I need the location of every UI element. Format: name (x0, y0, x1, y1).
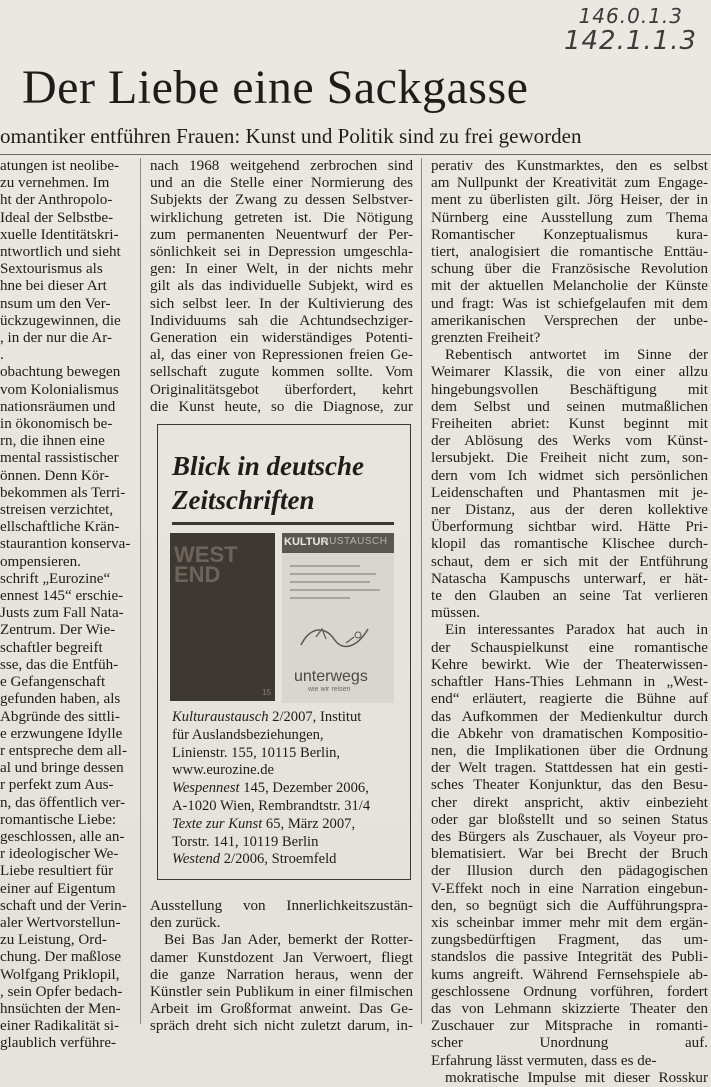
text-line: Arbeit im Großformat anweint. Das Ge- (150, 1001, 413, 1018)
text-line: wirklichung getreten ist. Die Nötigung (150, 209, 413, 226)
box-title-line-1: Blick in deutsche (172, 451, 365, 481)
column-separator (140, 158, 141, 1024)
text-line: Ausstellung von Innerlichkeitszustän- (150, 898, 413, 914)
text-line: zu vernehmen. Im (0, 175, 110, 192)
text-line: end“ erläutert, reagierte die Bühne auf (431, 691, 708, 708)
cover-brand: unterwegs (294, 668, 368, 685)
text-line: dem Selbst und seinen mutmaßlichen (431, 398, 708, 415)
text-line: damer Kunstdozent Jan Verwoert, fliegt (150, 949, 413, 966)
reference-line (172, 851, 370, 869)
reference-text: Torstr. 141, 10119 Berlin (172, 833, 319, 850)
text-line: xis scheinbar immer mehr mit dem ergän- (431, 914, 708, 931)
reference-text: 2/2007, Institut (268, 709, 362, 725)
magazine-cover-westend (170, 533, 275, 701)
text-line: Bei Bas Jan Ader, bemerkt der Rotter- (164, 932, 413, 949)
text-line: Leidenschaften und Phantasmen mit je- (431, 484, 708, 501)
column-separator (421, 158, 422, 1024)
text-line: schaftler begreift (0, 639, 103, 656)
text-line: V-Effekt noch in eine Narration eingebun- (431, 880, 708, 897)
text-line: ellschaftliche Krän- (0, 519, 120, 536)
text-line: Ideal der Selbstbe- (0, 209, 114, 226)
publication-name: Texte zur Kunst (172, 815, 263, 832)
text-line: hnsüchten der Men- (0, 1000, 121, 1017)
text-line: perativ des Kunstmarktes, den es selbst (431, 158, 708, 174)
text-line: , in der nur die Ar- (0, 330, 113, 347)
text-line: ückzugewinnen, die (0, 312, 121, 329)
text-line: Zentrum. Der Wie- (0, 622, 116, 639)
text-line: obachtung bewegen (0, 364, 121, 381)
reference-line (172, 834, 370, 852)
reference-text: 65, März 2007, (262, 815, 356, 832)
text-line: Nürnberg eine Ausstellung zum Thema (431, 209, 708, 226)
text-line: Sextourismus als (0, 261, 103, 278)
box-divider (172, 522, 394, 525)
text-line: Generation ein widerständiges Potenti- (150, 330, 413, 347)
text-line: grenzten Freiheit? (431, 330, 541, 347)
reference-line (172, 727, 370, 745)
text-line: Liebe resultiert für (0, 863, 114, 880)
text-line: lersubjekt. Die Freiheit nicht zum, son- (431, 450, 708, 467)
cover-text-line (290, 597, 350, 599)
text-line: Freiheiten abriet: Kunst beginnt mit (431, 416, 708, 433)
text-line: ment zu überlisten gilt. Jörg Heiser, der in (431, 192, 708, 209)
text-line: sellschaft zugute kommen sollte. Vom (150, 364, 413, 381)
text-line: der Ablösung des Werks vom Künst- (431, 433, 708, 450)
text-line: schaut, dem er sich mit der Entführung (431, 553, 708, 570)
cover-text-line (290, 581, 370, 583)
text-line: der Welt tragen. Stattdessen hat ein gesti- (431, 760, 708, 777)
text-line: nationsräumen und (0, 398, 116, 415)
reference-text: für Auslandsbeziehungen, (172, 726, 324, 743)
text-line: xuelle Identitätskri- (0, 226, 119, 243)
text-line: , sein Opfer bedach- (0, 983, 123, 1000)
text-line: Überformung sichtbar wird. Hätte Pri- (431, 519, 708, 536)
cover-header-left: KULTUR (284, 536, 329, 548)
text-line: müssen. (431, 605, 481, 622)
text-line: Kehre bewirkt. Wie der Theaterwissen- (431, 656, 708, 673)
box-title (172, 449, 364, 517)
text-line: . (0, 347, 4, 364)
text-line: kums angreift. Während Fernsehspiele ab- (431, 966, 708, 983)
text-line: zum permanenten Neuentwurf der Per- (150, 226, 413, 243)
text-line: Natascha Kampuschs unterwarf, er hät- (431, 570, 708, 587)
publication-name: Wespennest (172, 780, 240, 797)
text-line: chung. Der maßlose (0, 949, 122, 966)
reference-line (172, 745, 370, 763)
text-line: den zurück. (150, 915, 221, 932)
text-line: Ein interessantes Paradox hat auch in (445, 622, 708, 639)
text-line: Originalitätsgebot überfordert, kehrt (150, 381, 413, 398)
archive-mark-2: 142.1.1.3 (563, 26, 697, 56)
text-line: Erfahrung lässt vermuten, dass es de- (431, 1052, 657, 1069)
text-line: aler Wertvorstellun- (0, 914, 121, 931)
headline: Der Liebe eine Sackgasse (22, 61, 529, 114)
reference-line (172, 816, 370, 834)
text-line: Abgründe des sittli- (0, 708, 120, 725)
text-line: sich selbst leer. In der Kultivierung des (150, 295, 413, 312)
text-line: nen, die Implikationen über die Ordnung (431, 742, 708, 759)
text-line: r perfekt zum Aus- (0, 777, 114, 794)
text-line: spräch dreht sich nicht zuletzt darum, in- (150, 1018, 413, 1035)
text-line: zungsbedürftigen Fragment, das um- (431, 932, 708, 949)
reference-text: www.eurozine.de (172, 762, 274, 779)
text-line: des Bürgers als Zuschauer, als Voyeur pro- (431, 828, 708, 845)
text-line: sches Theater Konjunktur, das den Besu- (431, 777, 708, 794)
cover-text-line (290, 589, 380, 591)
column-3 (431, 158, 708, 1087)
reference-text: A-1020 Wien, Rembrandtstr. 31/4 (172, 797, 371, 814)
text-line: zu Leistung, Ord- (0, 932, 107, 949)
reference-text: 145, Dezember 2006, (239, 780, 369, 797)
text-line: n, das öffentlich ver- (0, 794, 126, 811)
text-line: nach 1968 weitgehend zerbrochen sind (150, 158, 413, 174)
text-line: hne bei dieser Art (0, 278, 107, 295)
subheadline: omantiker entführen Frauen: Kunst und Politik sind zu frei geworden (0, 124, 582, 148)
magazine-review-box (157, 424, 411, 880)
text-line: den, so begnügt sich die Aufführungspra- (431, 897, 708, 914)
text-line: glaublich verführe- (0, 1035, 117, 1052)
text-line: die ganze Narration heraus, wenn der (150, 966, 413, 983)
reference-line (172, 780, 370, 798)
text-line: gilt als das individuelle Subjekt, wird es (150, 278, 413, 295)
text-line: atungen ist neolibe- (0, 158, 120, 174)
reference-line (172, 709, 370, 727)
text-line: cher direkt anspricht, aktiv einbezieht (431, 794, 708, 811)
text-line: schung über die Französische Revolution (431, 261, 708, 278)
text-line: sse, das die Entfüh- (0, 656, 119, 673)
cover-text-line (290, 573, 376, 575)
text-line: Justs zum Fall Nata- (0, 605, 124, 622)
column-2-top (150, 158, 413, 416)
text-line: Wolfgang Priklopil, (0, 966, 120, 983)
text-line: am Nullpunkt der Kreativität zum Engage- (431, 175, 708, 192)
text-line: geschlossen, alle an- (0, 828, 125, 845)
text-line: ompensieren. (0, 553, 81, 570)
text-line: ner Distanz, aus der deren kollektive (431, 502, 708, 519)
text-line: amerikanischen Versprechen der unbe- (431, 312, 708, 329)
text-line: hingebungsvollen Beschäftigung mit (431, 381, 708, 398)
cover-sketch-icon (296, 615, 376, 655)
cover-issue-number: 15 (262, 688, 271, 697)
archive-mark-1: 146.0.1.3 (578, 4, 683, 28)
text-line: nsum um den Ver- (0, 295, 111, 312)
text-line: Zuschauer zur Mitsprache in romanti- (431, 1018, 708, 1035)
reference-line (172, 762, 370, 780)
text-line: schaftler Hans-Thies Lehmann in „West- (431, 674, 708, 691)
text-line: e Gefangenschaft (0, 674, 106, 691)
text-line: Subjekts der Zwang zu dessen Selbstver- (150, 192, 413, 209)
text-line: mental rassistischer (0, 450, 119, 467)
text-line: dern vom Ich widmet sich persönlichen (431, 467, 708, 484)
text-line: schrift „Eurozine“ (0, 570, 111, 587)
text-line: schaft und der Verin- (0, 897, 127, 914)
text-line: streisen verzichtet, (0, 502, 114, 519)
text-line: Künstler sein Publikum in einer filmischen (150, 984, 413, 1001)
text-line: vom Kolonialismus (0, 381, 119, 398)
publication-name: Kulturaustausch (172, 709, 269, 725)
text-line: ntwortlich und sieht (0, 244, 121, 261)
text-line: scher Unordnung auf. (431, 1035, 708, 1052)
text-line: tiert, analogisiert die romantische Enttäu- (431, 244, 708, 261)
text-line: der Illusion durch den pädagogischen (431, 863, 708, 880)
text-line: ht der Anthropolo- (0, 192, 113, 209)
publication-name: Westend (172, 851, 221, 868)
cover-title: WEST END (174, 542, 238, 587)
text-line: mokratische Impulse mit dieser Rosskur (445, 1069, 708, 1086)
text-line: r ideologischer We- (0, 846, 119, 863)
text-line: standslos die passive Integrität des Publi- (431, 949, 708, 966)
text-line: Romantischer Konzeptualismus kura- (431, 226, 708, 243)
text-line: Individuums sah die Achtundsechziger- (150, 312, 413, 329)
text-line: mit der aktuellen Melancholie der Künste (431, 278, 708, 295)
text-line: das Aufkommen der Medienkultur durch (431, 708, 708, 725)
text-line: in ökonomisch be- (0, 416, 113, 433)
text-line: al und bringe dessen (0, 760, 124, 777)
column-1 (0, 158, 133, 1053)
text-line: und fragt: Was ist schiefgelaufen mit dem (431, 295, 708, 312)
column-2-bottom (150, 898, 413, 1036)
text-line: rn, die ihnen eine (0, 433, 105, 450)
text-line: ennest 145“ erschie- (0, 588, 124, 605)
cover-slogan: wie wir reisen (308, 686, 351, 693)
cover-text-line (290, 565, 360, 567)
reference-text: 2/2006, Stroemfeld (220, 851, 337, 868)
text-line: gen: In einer Welt, in der nichts mehr (150, 261, 413, 278)
magazine-cover-kulturaustausch (282, 533, 394, 703)
text-line: geschlossene Ordnung vorführen, fordert (431, 983, 708, 1000)
text-line: romantische Liebe: (0, 811, 117, 828)
reference-line (172, 798, 370, 816)
text-line: sönlichkeit sei in Depression umgeschla- (150, 244, 413, 261)
text-line: der Schauspielkunst eine romantische (431, 639, 708, 656)
box-title-line-2: Zeitschriften (172, 485, 315, 515)
text-line: die Abkehr von dramatischen Kompositio- (431, 725, 708, 742)
text-line: önnen. Denn Kör- (0, 467, 110, 484)
text-line: die Kunst heute, so die Diagnose, zur (150, 398, 413, 415)
text-line: te den Glauben an seine Tat verlieren (431, 588, 708, 605)
text-line: das von Lehmann skizzierte Theater den (431, 1000, 708, 1017)
text-line: klopil das romantische Klischee durch- (431, 536, 708, 553)
text-line: Weimarer Klassik, die von einer allzu (431, 364, 708, 381)
cover-header-right: AUSTAUSCH (322, 536, 388, 547)
text-line: staurantion konserva- (0, 536, 131, 553)
magazine-references (172, 709, 370, 869)
text-line: einer auf Eigentum (0, 880, 116, 897)
header-rule (0, 154, 711, 155)
text-line: und an die Stelle einer Normierung des (150, 175, 413, 192)
text-line: al, das einer von Repressionen freien Ge- (150, 347, 413, 364)
text-line: Rebentisch antwortet im Sinne der (445, 347, 708, 364)
text-line: blematisiert. War bei Brecht der Bruch (431, 846, 708, 863)
text-line: oder gar bloßstellt und so seinen Status (431, 811, 708, 828)
text-line: gefunden haben, als (0, 691, 121, 708)
reference-text: Linienstr. 155, 10115 Berlin, (172, 744, 341, 761)
text-line: bekommen als Terri- (0, 484, 126, 501)
text-line: r entspreche dem all- (0, 742, 127, 759)
text-line: e erzwungene Idylle (0, 725, 123, 742)
text-line: einer Radikalität si- (0, 1018, 120, 1035)
